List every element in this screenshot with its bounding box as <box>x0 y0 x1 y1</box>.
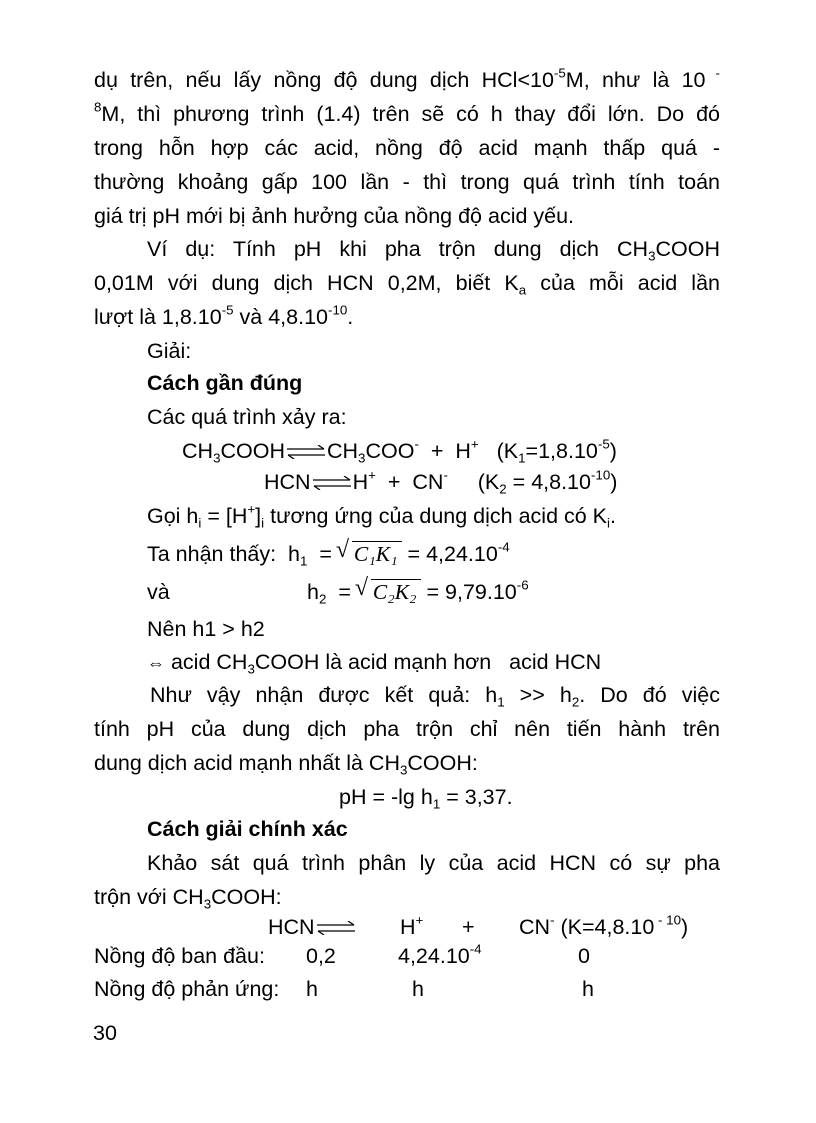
row-reaction-v1: h <box>306 977 318 1001</box>
hcn-equation: HCN <box>268 914 357 940</box>
paragraph-line: giá trị pH mới bị ảnh hưởng của nồng độ acid yếu. <box>94 204 575 228</box>
result-line: tính pH của dung dịch pha trộn chỉ nên tiến hành trên <box>94 717 720 741</box>
row-initial-v1: 0,2 <box>306 944 336 968</box>
equation-1: $CH_3COOH$ $CH_3COO^- + H^+$ $(K_1=1,8.10^{-5})$ <box>182 436 617 466</box>
sqrt-c1k1: √ C₁K₁ <box>352 541 402 566</box>
hcn-eq-plus: + <box>462 915 475 939</box>
sqrt-c2k2: √ C₂K₂ <box>371 579 421 604</box>
equilibrium-arrow-icon <box>287 445 325 459</box>
paragraph-line: trong hỗn hợp các acid, nồng độ acid mạnh thấp quá - <box>94 136 720 160</box>
h2-formula: $h_2$ = √ $C_2K_2 = 9,79.10^{-6}$ <box>307 575 529 607</box>
paragraph-line: thường khoảng gấp 100 lần - thì trong quá trình tính toán <box>94 170 720 194</box>
example-line: lượt là $1,8.10^{-5}$ và $4,8.10^{-10}$. <box>94 302 354 329</box>
equilibrium-arrow-icon <box>313 476 351 490</box>
row-reaction-label: Nồng độ phản ứng: <box>94 977 280 1001</box>
row-initial-v3: 0 <box>578 944 590 968</box>
define-h: Gọi $h_i = [H^+]_i$ tương ứng của dung dịch acid có $K_i$. <box>147 501 616 531</box>
example-line: Ví dụ: Tính pH khi pha trộn dung dịch $CH_3COOH$ <box>147 237 720 264</box>
result-line: Như vậy nhận được kết quả: $h_1 >> h_2$. Do đó việc <box>150 683 721 710</box>
hcn-eq-h: H+ <box>400 912 424 939</box>
conclusion-h: Nên h1 > h2 <box>147 617 265 641</box>
processes-label: Các quá trình xảy ra: <box>147 405 347 429</box>
ph-result: pH = -lg $h_1 = 3,37$. <box>339 785 513 812</box>
page-number: 30 <box>93 1021 117 1045</box>
result-line: dung dịch acid mạnh nhất là $CH_3COOH$: <box>94 751 478 778</box>
exact-heading: Cách giải chính xác <box>147 817 348 841</box>
approx-heading: Cách gần đúng <box>147 371 303 395</box>
row-initial-v2: $4,24.10^{-4}$ <box>398 941 482 968</box>
example-line: 0,01M với dung dịch HCN 0,2M, biết $K_a$ của mỗi acid lần <box>94 271 720 298</box>
iff-line: ⇔ acid $CH_3COOH$ là acid mạnh hơn acid HCN <box>147 650 602 677</box>
iff-arrow-icon: ⇔ <box>147 653 165 673</box>
equilibrium-arrow-icon <box>317 921 355 935</box>
paragraph-line: $^8$M, thì phương trình (1.4) trên sẽ có h thay đổi lớn. Do đó <box>94 99 720 126</box>
exact-line: Khảo sát quá trình phân ly của acid HCN có sự pha <box>147 851 720 875</box>
va-label: và <box>147 580 170 604</box>
equation-2: HCN H+ + CN- $(K_2 = 4,8.10^{-10})$ <box>264 467 618 497</box>
row-reaction-v2: h <box>412 977 424 1001</box>
row-initial-label: Nồng độ ban đầu: <box>94 944 265 968</box>
row-reaction-v3: h <box>582 977 594 1001</box>
h1-formula: Ta nhận thấy: $h_1$ = √ $C_1K_1 = 4,24.10^{-4}$ <box>147 537 510 569</box>
hcn-eq-cn: CN- (K=4,8.10 $^{- 10}$) <box>519 912 689 939</box>
paragraph-line: dụ trên, nếu lấy nồng độ dung dịch $HCl<10^{-5}M$, như là 10 - <box>94 65 720 92</box>
solution-label: Giải: <box>147 339 192 363</box>
exact-line: trộn với $CH_3COOH$: <box>94 885 282 912</box>
